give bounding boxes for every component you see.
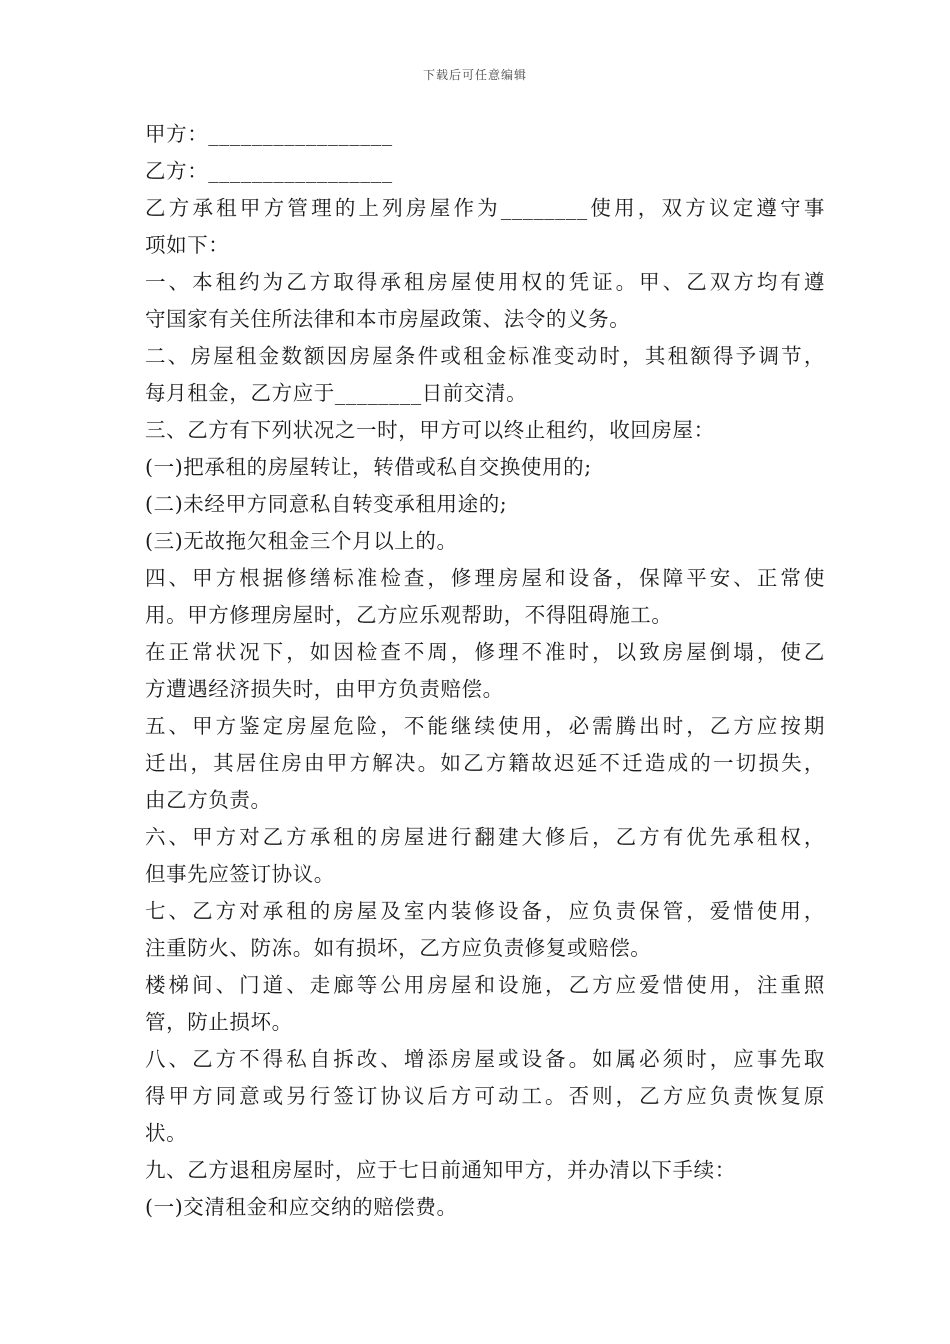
paragraph-line: 由乙方负责。 [145, 788, 272, 812]
list-item-line: (一)把承租的房屋转让，转借或私自交换使用的; [145, 455, 592, 479]
paragraph-line: 方遭遇经济损失时，由甲方负责赔偿。 [145, 677, 504, 701]
paragraph-line: 七、乙方对承租的房屋及室内装修设备，应负责保管，爱惜使用， [145, 899, 825, 923]
paragraph-line: 迁出，其居住房由甲方解决。如乙方籍故迟延不迁造成的一切损失， [145, 751, 825, 775]
list-item-line: (二)未经甲方同意私自转变承租用途的; [145, 492, 508, 516]
paragraph-line: 九、乙方退租房屋时，应于七日前通知甲方，并办清以下手续： [145, 1158, 736, 1182]
header-note: 下载后可任意编辑 [422, 68, 527, 82]
document-body [145, 116, 825, 1226]
paragraph-line: 注重防火、防冻。如有损坏，乙方应负责修复或赔偿。 [145, 936, 652, 960]
paragraph-line: 乙方承租甲方管理的上列房屋作为________使用，双方议定遵守事 [145, 196, 825, 220]
paragraph-line: 得甲方同意或另行签订协议后方可动工。否则，乙方应负责恢复原 [145, 1084, 825, 1108]
party-a-line: 甲方：_________________ [145, 122, 393, 146]
paragraph-line: 守国家有关住所法律和本市房屋政策、法令的义务。 [145, 307, 631, 331]
paragraph-line: 四、甲方根据修缮标准检查，修理房屋和设备，保障平安、正常使 [145, 566, 825, 590]
paragraph-line: 三、乙方有下列状况之一时，甲方可以终止租约，收回房屋： [145, 418, 715, 442]
paragraph-line: 用。甲方修理房屋时，乙方应乐观帮助，不得阻碍施工。 [145, 603, 673, 627]
paragraph-line: 但事先应签订协议。 [145, 862, 335, 886]
paragraph-line: 在正常状况下，如因检查不周，修理不准时，以致房屋倒塌，使乙 [145, 640, 825, 664]
paragraph-line: 状。 [145, 1121, 188, 1145]
paragraph-line: 管，防止损坏。 [145, 1010, 293, 1034]
paragraph-line: 项如下： [145, 233, 230, 257]
party-b-line: 乙方：_________________ [145, 159, 393, 183]
list-item-line: (一)交清租金和应交纳的赔偿费。 [145, 1195, 458, 1219]
paragraph-line: 一、本租约为乙方取得承租房屋使用权的凭证。甲、乙双方均有遵 [145, 270, 825, 294]
paragraph-line: 六、甲方对乙方承租的房屋进行翻建大修后，乙方有优先承租权， [145, 825, 825, 849]
paragraph-line: 楼梯间、门道、走廊等公用房屋和设施，乙方应爱惜使用，注重照 [145, 973, 825, 997]
paragraph-line: 二、房屋租金数额因房屋条件或租金标准变动时，其租额得予调节， [145, 344, 825, 368]
paragraph-line: 五、甲方鉴定房屋危险，不能继续使用，必需腾出时，乙方应按期 [145, 714, 825, 738]
paragraph-line: 每月租金，乙方应于________日前交清。 [145, 381, 528, 405]
list-item-line: (三)无故拖欠租金三个月以上的。 [145, 529, 458, 553]
paragraph-line: 八、乙方不得私自拆改、增添房屋或设备。如属必须时，应事先取 [145, 1047, 825, 1071]
